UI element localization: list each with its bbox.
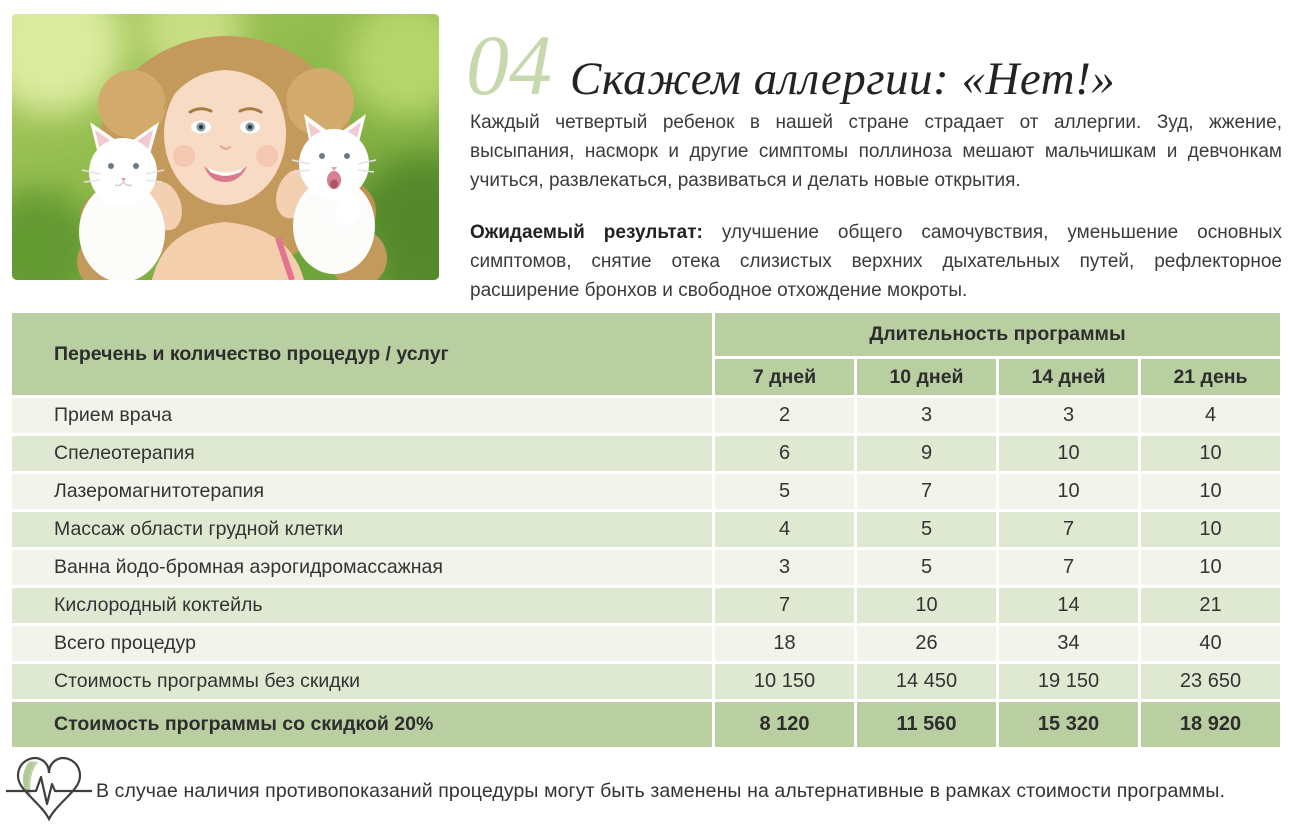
duration-header-7: 7 дней <box>715 359 854 395</box>
value-cell: 6 <box>715 436 854 471</box>
value-cell: 7 <box>999 550 1138 585</box>
value-cell: 4 <box>715 512 854 547</box>
section-number: 04 <box>466 17 552 113</box>
value-cell: 3 <box>999 398 1138 433</box>
value-cell: 40 <box>1141 626 1280 661</box>
table-row <box>12 474 1280 509</box>
table-row <box>12 588 1280 623</box>
procedure-label: Стоимость программы со скидкой 20% <box>12 702 712 747</box>
value-cell: 10 <box>1141 512 1280 547</box>
procedure-label: Стоимость программы без скидки <box>12 664 712 699</box>
procedure-label: Массаж области грудной клетки <box>12 512 712 547</box>
value-cell: 2 <box>715 398 854 433</box>
value-cell: 15 320 <box>999 702 1138 747</box>
value-cell: 9 <box>857 436 996 471</box>
expected-result-paragraph <box>470 218 1282 305</box>
program-table <box>9 310 1283 750</box>
table-row <box>12 626 1280 661</box>
value-cell: 10 <box>1141 436 1280 471</box>
value-cell: 3 <box>857 398 996 433</box>
value-cell: 26 <box>857 626 996 661</box>
photo-illustration <box>12 14 439 280</box>
girl-face <box>162 50 289 205</box>
value-cell: 19 150 <box>999 664 1138 699</box>
value-cell: 10 <box>1141 550 1280 585</box>
procedure-label: Лазеромагнитотерапия <box>12 474 712 509</box>
value-cell: 10 <box>857 588 996 623</box>
procedure-label: Всего процедур <box>12 626 712 661</box>
value-cell: 14 450 <box>857 664 996 699</box>
duration-header-10: 10 дней <box>857 359 996 395</box>
value-cell: 7 <box>857 474 996 509</box>
procedure-label: Прием врача <box>12 398 712 433</box>
duration-header-21: 21 день <box>1141 359 1280 395</box>
value-cell: 10 <box>1141 474 1280 509</box>
value-cell: 5 <box>857 550 996 585</box>
value-cell: 3 <box>715 550 854 585</box>
page-title: Скажем аллергии: «Нет!» <box>570 53 1116 105</box>
procedure-label: Спелеотерапия <box>12 436 712 471</box>
table-row <box>12 512 1280 547</box>
duration-header-14: 14 дней <box>999 359 1138 395</box>
value-cell: 18 920 <box>1141 702 1280 747</box>
table-row <box>12 398 1280 433</box>
value-cell: 4 <box>1141 398 1280 433</box>
procedure-label: Кислородный коктейль <box>12 588 712 623</box>
value-cell: 23 650 <box>1141 664 1280 699</box>
corner-header: Перечень и количество процедур / услуг <box>12 313 712 395</box>
value-cell: 5 <box>857 512 996 547</box>
intro-paragraph <box>470 108 1282 195</box>
table-header-group-row <box>12 313 1280 356</box>
value-cell: 10 150 <box>715 664 854 699</box>
procedure-label: Ванна йодо-бромная аэрогидромассажная <box>12 550 712 585</box>
section-heading <box>466 17 1116 113</box>
group-header: Длительность программы <box>715 313 1280 356</box>
value-cell: 5 <box>715 474 854 509</box>
photo-girl-with-kittens <box>12 14 439 280</box>
value-cell: 10 <box>999 474 1138 509</box>
value-cell: 7 <box>999 512 1138 547</box>
expected-result-label: Ожидаемый результат: <box>470 222 722 243</box>
value-cell: 8 120 <box>715 702 854 747</box>
value-cell: 21 <box>1141 588 1280 623</box>
value-cell: 10 <box>999 436 1138 471</box>
intro-paragraph-text: Каждый четвертый ребенок в нашей стране страдает от аллергии. Зуд, жжение, высыпания, насморк и другие симптомы поллиноза мешают мальчишкам и девчонкам учиться, развлекаться, развиваться и делать новые открытия. <box>470 112 1282 191</box>
value-cell: 11 560 <box>857 702 996 747</box>
table-row <box>12 436 1280 471</box>
heart-ekg-icon <box>6 751 92 827</box>
footer-note: В случае наличия противопоказаний процедуры могут быть заменены на альтернативные в рамках стоимости программы. <box>96 780 1226 802</box>
value-cell: 14 <box>999 588 1138 623</box>
value-cell: 7 <box>715 588 854 623</box>
table-row <box>12 550 1280 585</box>
table-row <box>12 664 1280 699</box>
expected-result-text: улучшение общего самочувствия, уменьшение основных симптомов, снятие отека слизистых верхних дыхательных путей, рефлекторное расширение бронхов и свободное отхождение мокроты. <box>470 222 1283 301</box>
intro-text <box>470 108 1282 305</box>
table-row-discount-total <box>12 702 1280 747</box>
value-cell: 18 <box>715 626 854 661</box>
value-cell: 34 <box>999 626 1138 661</box>
